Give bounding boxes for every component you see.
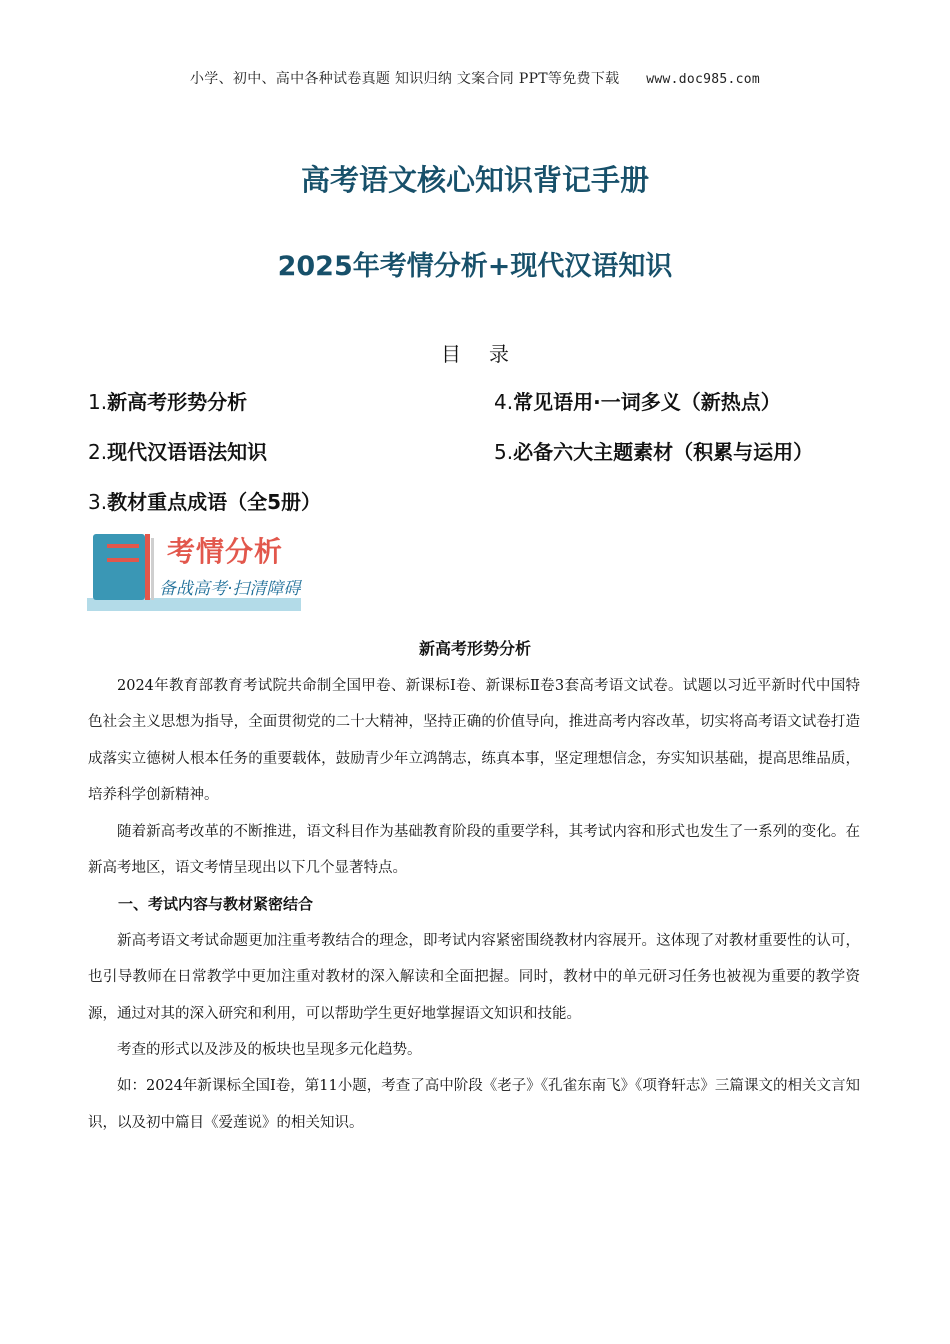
book-pages xyxy=(151,538,154,600)
toc-item-2[interactable] xyxy=(88,436,267,465)
book-line xyxy=(107,558,139,562)
toc-item-label: 新高考形势分析 xyxy=(107,390,248,414)
banner-title: 考情分析 xyxy=(167,535,284,568)
toc-item-label: 常见语用·一词多义（新热点） xyxy=(513,390,781,414)
toc-item-3[interactable] xyxy=(88,486,321,515)
paragraph: 新高考语文考试命题更加注重考教结合的理念，即考试内容紧密围绕教材内容展开。这体现了对教材重要性的认可，也引导教师在日常教学中更加注重对教材的深入解读和全面把握。同时，教材中的单元研习任务也被视为重要的教学资源，通过对其的深入研究和利用，可以帮助学生更好地掌握语文知识和技能。 xyxy=(88,932,860,1022)
toc-item-label: 必备六大主题素材（积累与运用） xyxy=(513,440,814,464)
section-title: 新高考形势分析 xyxy=(418,639,531,658)
toc-item-number: 3. xyxy=(88,490,108,514)
toc-item-number: 2. xyxy=(88,440,108,464)
toc-title: 目录 xyxy=(441,342,537,366)
toc-item-label: 现代汉语语法知识 xyxy=(107,440,268,464)
subsection-heading: 一、考试内容与教材紧密结合 xyxy=(118,895,314,914)
header-text: 小学、初中、高中各种试卷真题 知识归纳 文案合同 PPT等免费下载 xyxy=(190,71,620,87)
toc-item-label: 教材重点成语（全5册） xyxy=(107,490,322,514)
toc-item-number: 4. xyxy=(494,390,514,414)
paragraph: 如：2024年新课标全国Ⅰ卷，第11小题，考查了高中阶段《老子》《孔雀东南飞》《项脊轩志》三篇课文的相关文言知识，以及初中篇目《爱莲说》的相关知识。 xyxy=(88,1078,860,1131)
toc-item-1[interactable] xyxy=(88,386,247,415)
book-spine xyxy=(145,534,150,600)
toc-item-5[interactable] xyxy=(494,436,813,465)
paragraph: 考查的形式以及涉及的板块也呈现多元化趋势。 xyxy=(117,1042,422,1059)
section-body xyxy=(88,668,860,1141)
document-subtitle: 2025年考情分析+现代汉语知识 xyxy=(277,251,673,282)
toc-item-number: 5. xyxy=(494,440,514,464)
toc-item-4[interactable] xyxy=(494,386,781,415)
document-title: 高考语文核心知识背记手册 xyxy=(300,163,649,197)
book-icon xyxy=(93,534,145,600)
section-banner xyxy=(87,530,301,612)
toc-item-number: 1. xyxy=(88,390,108,414)
book-line xyxy=(107,544,139,548)
header-url[interactable]: www.doc985.com xyxy=(646,72,760,87)
paragraph: 2024年教育部教育考试院共命制全国甲卷、新课标Ⅰ卷、新课标Ⅱ卷3套高考语文试卷。试题以习近平新时代中国特色社会主义思想为指导，全面贯彻党的二十大精神，坚持正确的价值导向，推进高考内容改革，切实将高考语文试卷打造成落实立德树人根本任务的重要载体，鼓励青少年立鸿鹄志，练真本事，坚定理想信念，夯实知识基础，提高思维品质，培养科学创新精神。 xyxy=(88,678,860,804)
banner-subtitle: 备战高考·扫清障碍 xyxy=(159,579,301,599)
page-header xyxy=(0,68,950,88)
paragraph: 随着新高考改革的不断推进，语文科目作为基础教育阶段的重要学科，其考试内容和形式也发生了一系列的变化。在新高考地区，语文考情呈现出以下几个显著特点。 xyxy=(88,823,860,877)
